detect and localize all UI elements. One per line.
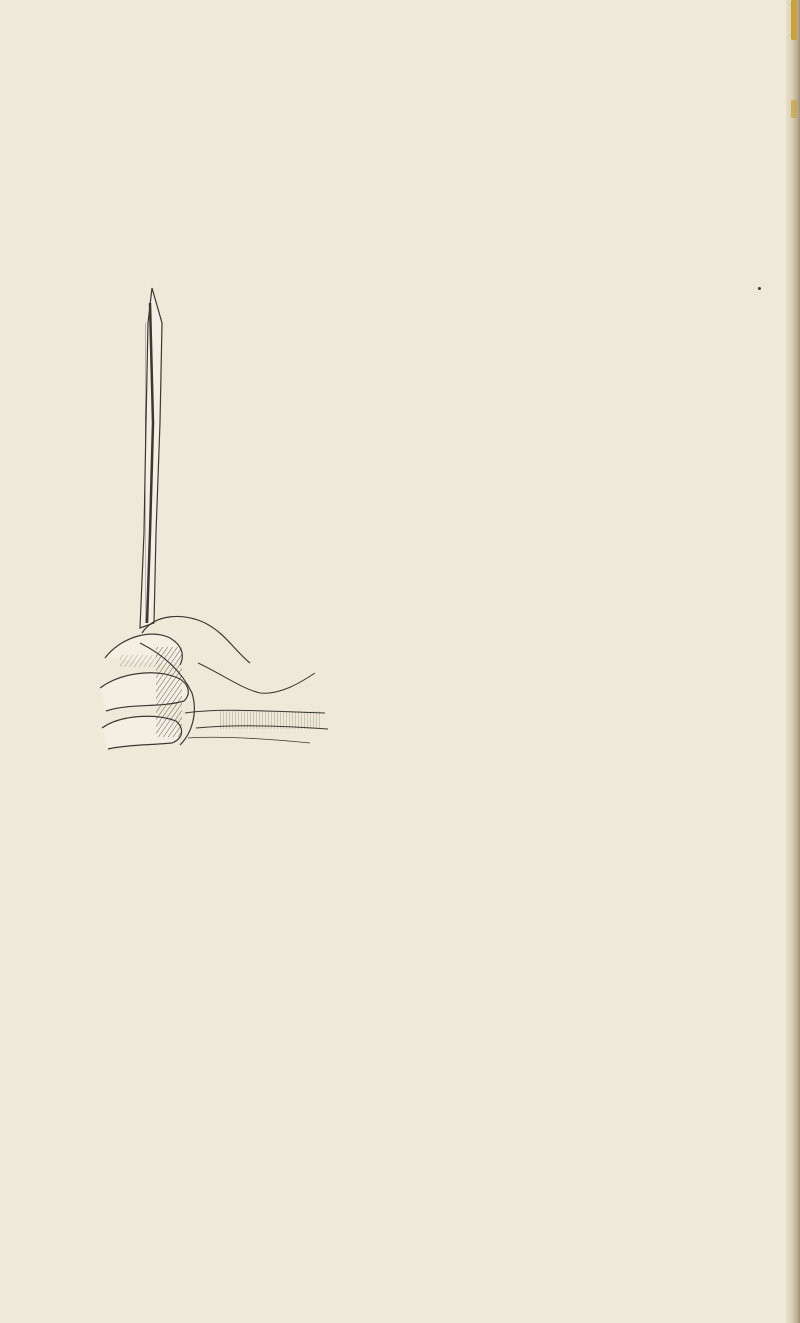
amputation-knife-illustration <box>100 283 330 753</box>
page-edge <box>786 0 800 1323</box>
paper-speck <box>758 287 761 290</box>
page-header <box>0 76 800 106</box>
page-edge-stain <box>791 0 797 40</box>
hand-and-handle <box>100 616 328 749</box>
knife-blade <box>140 288 162 628</box>
